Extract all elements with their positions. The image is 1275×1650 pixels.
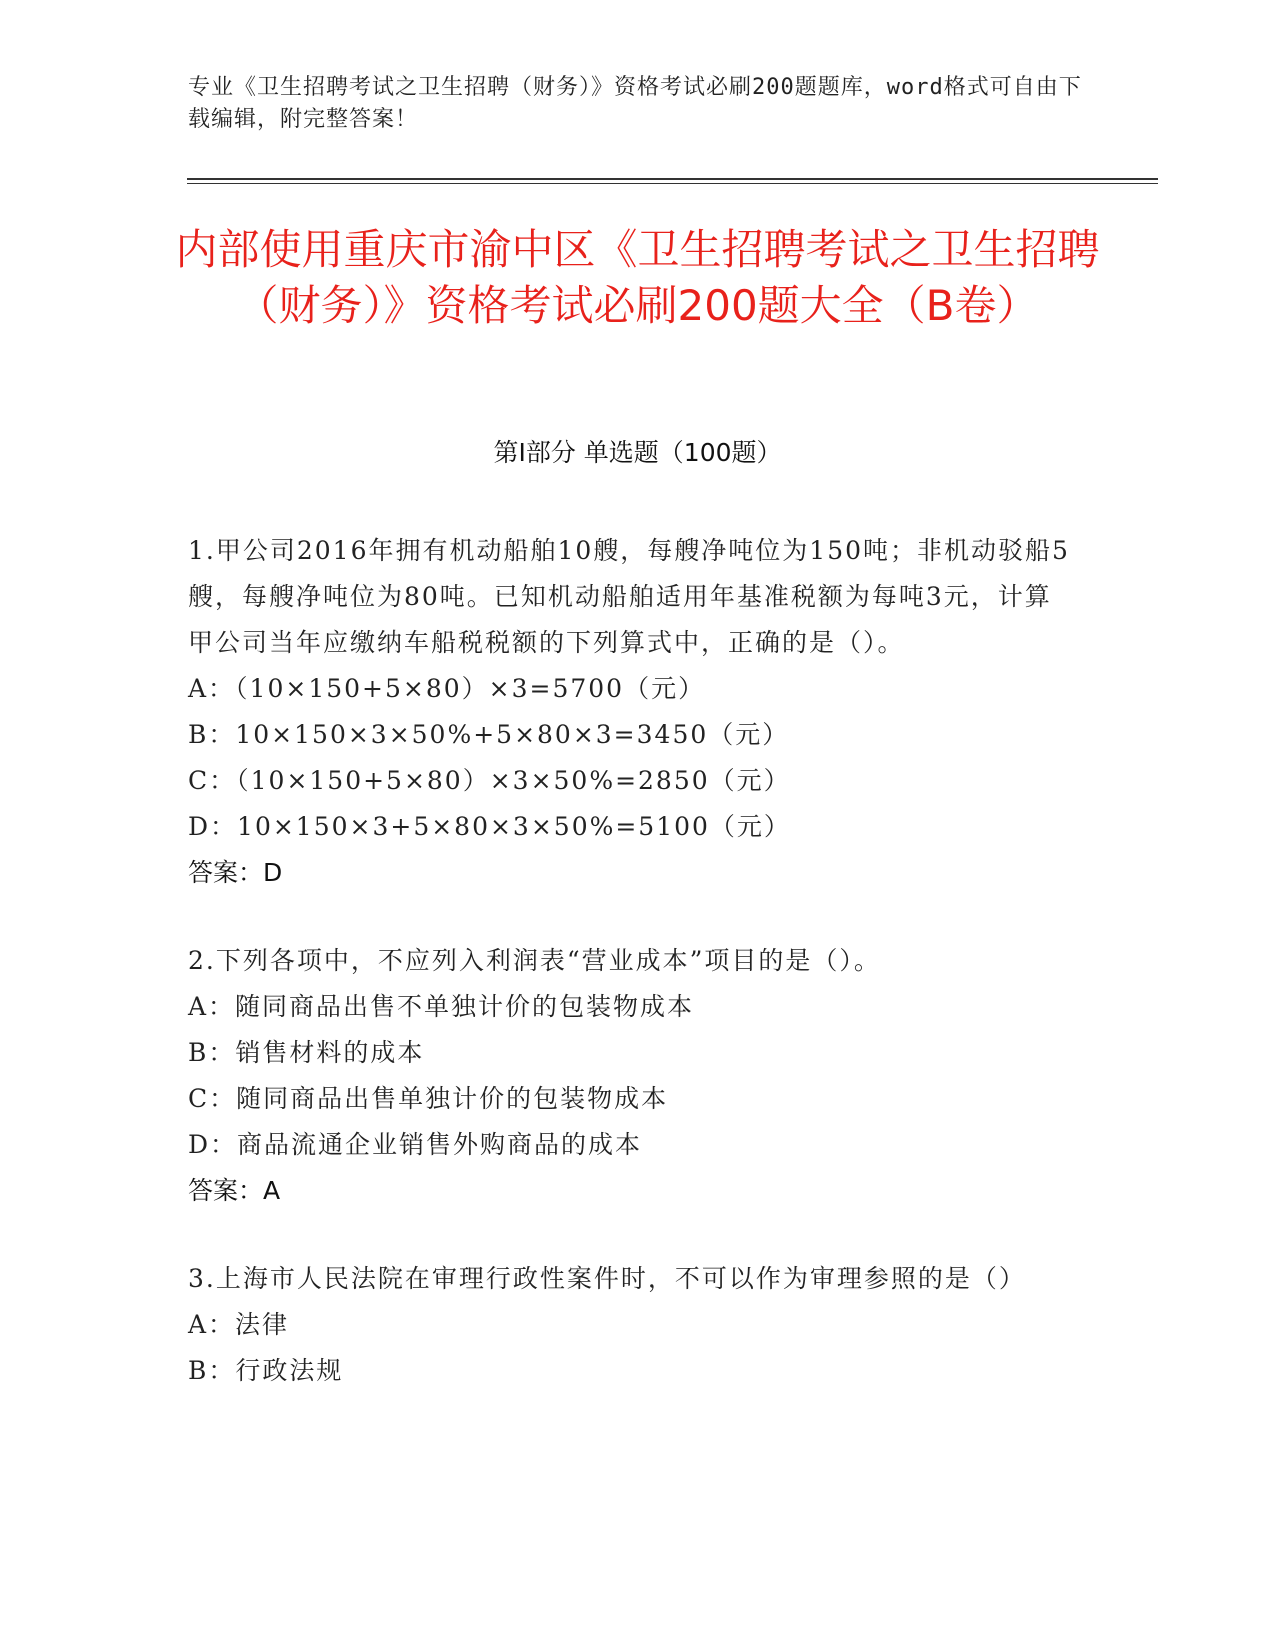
section-title: 第Ⅰ部分 单选题（100题） [493, 438, 782, 467]
option-a: A：（10×150+5×80）×3=5700（元） [188, 674, 706, 703]
question-2 [188, 938, 1073, 1214]
option-b: B：行政法规 [188, 1356, 344, 1385]
option-a: A：法律 [188, 1310, 290, 1339]
option-d: D：10×150×3+5×80×3×50%=5100（元） [188, 812, 791, 841]
header-note: 专业《卫生招聘考试之卫生招聘（财务）》资格考试必刷200题题库，word格式可自由下载编辑，附完整答案！ [188, 75, 1082, 132]
option-a: A：随同商品出售不单独计价的包装物成本 [188, 992, 695, 1021]
option-c: C：（10×150+5×80）×3×50%=2850（元） [188, 766, 791, 795]
question-1 [188, 528, 1073, 896]
document-title: 内部使用重庆市渝中区《卫生招聘考试之卫生招聘（财务）》资格考试必刷200题大全（B卷） [175, 225, 1100, 330]
option-d: D：商品流通企业销售外购商品的成本 [188, 1130, 643, 1159]
option-b: B：10×150×3×50%+5×80×3=3450（元） [188, 720, 790, 749]
header-divider-thick [187, 178, 1158, 180]
question-list [188, 528, 1073, 1436]
option-b: B：销售材料的成本 [188, 1038, 425, 1067]
question-3 [188, 1256, 1073, 1394]
answer: 答案：A [188, 1176, 281, 1205]
question-stem: 1.甲公司2016年拥有机动船舶10艘，每艘净吨位为150吨；非机动驳船5艘，每艘净吨位为80吨。已知机动船舶适用年基准税额为每吨3元，计算甲公司当年应缴纳车船税税额的下列算式中，正确的是（）。 [188, 536, 1070, 657]
option-c: C：随同商品出售单独计价的包装物成本 [188, 1084, 669, 1113]
answer: 答案：D [188, 858, 283, 887]
question-stem: 3.上海市人民法院在审理行政性案件时，不可以作为审理参照的是（） [188, 1264, 1026, 1293]
question-stem: 2.下列各项中，不应列入利润表“营业成本”项目的是（）。 [188, 946, 881, 975]
header-divider-thin [187, 183, 1158, 184]
